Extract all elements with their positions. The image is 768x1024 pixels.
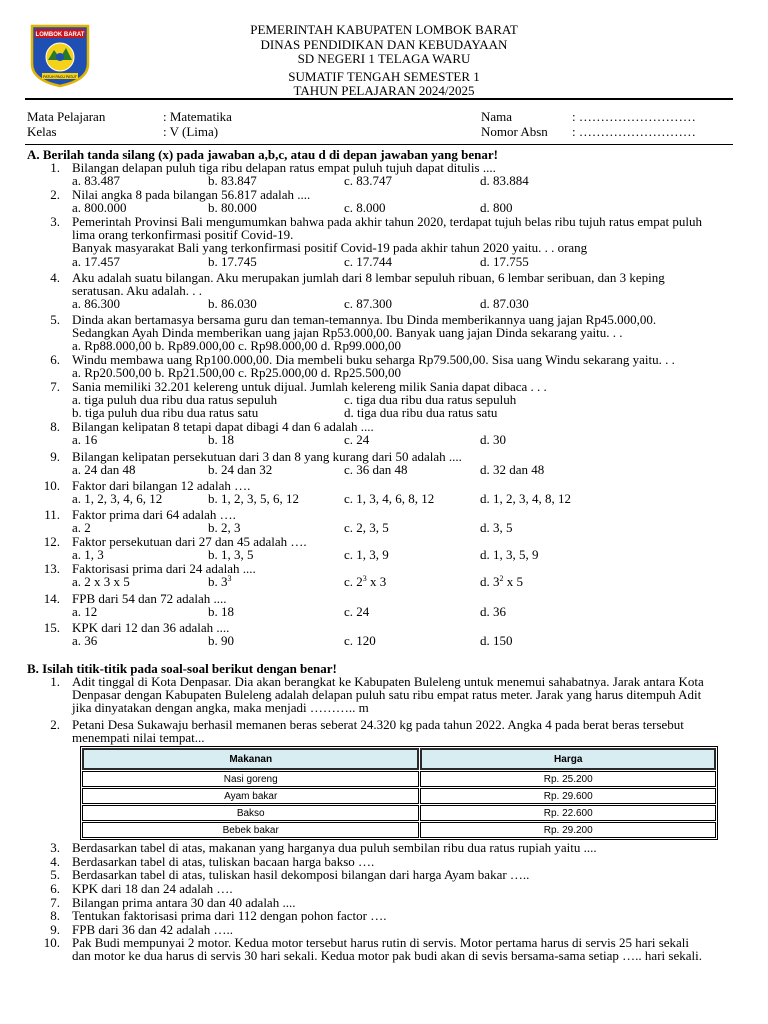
question-text: Faktorisasi prima dari 24 adalah .... [72, 561, 256, 576]
question-text: Aku adalah suatu bilangan. Aku merupakan jumlah dari 8 lembar sepuluh ribuan, 6 lembar seribuan, dan 3 keping [72, 270, 665, 285]
answer-option-a: a. 16 [72, 432, 98, 448]
question-number: 6. [50, 881, 60, 896]
answer-options: a. Rp88.000,00 b. Rp89.000,00 c. Rp98.000,00 d. Rp99.000,00 [72, 338, 401, 354]
mapel-label: Mata Pelajaran [27, 109, 106, 124]
answer-option-c: c. 17.744 [344, 253, 393, 269]
question-number: 6. [50, 352, 60, 367]
table-header-harga: Harga [420, 748, 716, 770]
question-text: Berdasarkan tabel di atas, tuliskan bacaan harga bakso …. [72, 854, 375, 869]
price-table [80, 746, 718, 840]
question-number: 3. [50, 840, 60, 855]
answer-option-b: b. 24 dan 32 [208, 462, 273, 478]
question-number: 1. [50, 160, 60, 175]
question-number: 10. [43, 478, 60, 493]
answer-option-a: a. 36 [72, 633, 98, 649]
question-text: Faktor prima dari 64 adalah …. [72, 507, 236, 522]
question-number: 3. [50, 214, 60, 229]
question-number: 2. [50, 187, 60, 202]
answer-option-d: d. 800 [480, 200, 513, 216]
question-number: 14. [43, 591, 60, 606]
question-text: Sedangkan Ayah Dinda memberikan uang jajan Rp53.000,00. Banyak uang jajan Dinda sekarang yaitu. . . [72, 325, 623, 341]
nama-label: Nama [481, 109, 513, 124]
header-line-4: SUMATIF TENGAH SEMESTER 1 [288, 69, 480, 84]
kelas-value: : V (Lima) [163, 124, 219, 139]
table-cell: Bebek bakar [82, 822, 419, 838]
question-text: menempati nilai tempat... [72, 730, 205, 746]
answer-option-d: d. 3, 5 [480, 520, 513, 536]
option-base: b. 3 [208, 574, 228, 590]
answer-option-d: d. 17.755 [480, 253, 529, 269]
question-number: 7. [50, 895, 60, 910]
option-tail: x 5 [503, 574, 523, 590]
question-number: 2. [50, 717, 60, 732]
option-exponent: 2 [499, 574, 504, 584]
info-divider [25, 144, 733, 145]
question-text: FPB dari 36 dan 42 adalah ….. [72, 922, 234, 937]
answer-option-b: b. 86.030 [208, 296, 257, 312]
answer-option-d: d. 83.884 [480, 173, 529, 189]
answer-option-c: c. 1, 3, 4, 6, 8, 12 [344, 491, 435, 507]
answer-option-a: a. 800.000 [72, 200, 127, 216]
answer-option-b: b. 17.745 [208, 253, 257, 269]
question-text: Pak Budi mempunyai 2 motor. Kedua motor tersebut harus rutin di servis. Motor pertama harus di servis 25 hari sekali [72, 935, 690, 950]
question-number: 10. [43, 935, 60, 950]
header-line-2: DINAS PENDIDIKAN DAN KEBUDAYAAN [260, 37, 508, 52]
header-line-5: TAHUN PELAJARAN 2024/2025 [293, 83, 475, 98]
answer-option-b: b. 1, 3, 5 [208, 547, 254, 563]
question-text: Berdasarkan tabel di atas, makanan yang harganya dua puluh sembilan ribu dua ratus rupiah yaitu .... [72, 840, 597, 855]
answer-option-b [208, 575, 232, 588]
question-text: Berdasarkan tabel di atas, tuliskan hasil dekomposi bilangan dari harga Ayam bakar ….. [72, 867, 530, 882]
question-text: jika dinyatakan dengan angka, maka menjadi ……….. m [72, 700, 369, 716]
question-text: Bilangan prima antara 30 dan 40 adalah .... [72, 895, 296, 910]
answer-options: a. Rp20.500,00 b. Rp21.500,00 c. Rp25.000,00 d. Rp25.500,00 [72, 365, 401, 381]
question-text: Bilangan kelipatan persekutuan dari 3 dan 8 yang kurang dari 50 adalah .... [72, 449, 462, 464]
question-number: 4. [50, 270, 60, 285]
table-cell: Rp. 25.200 [420, 771, 716, 787]
answer-option-d: d. 36 [480, 604, 506, 620]
header-divider [25, 98, 733, 100]
answer-option-d: d. 32 dan 48 [480, 462, 545, 478]
answer-option-c [344, 575, 386, 588]
answer-option-a: a. 1, 3 [72, 547, 104, 563]
question-number: 12. [43, 534, 60, 549]
question-number: 5. [50, 312, 60, 327]
question-number: 9. [50, 922, 60, 937]
question-text: Petani Desa Sukawaju berhasil memanen beras seberat 24.320 kg pada tahun 2022. Angka 4 pada berat beras tersebut [72, 717, 684, 732]
logo-bottom-text: PATUH PACU PATUT [43, 75, 77, 79]
answer-option-a: a. 2 x 3 x 5 [72, 574, 130, 590]
answer-option-a: a. 83.487 [72, 173, 121, 189]
answer-option-a: a. 1, 2, 3, 4, 6, 12 [72, 491, 163, 507]
table-row [82, 805, 716, 821]
answer-option-a: a. 17.457 [72, 253, 121, 269]
question-text: Bilangan kelipatan 8 tetapi dapat dibagi 4 dan 6 adalah .... [72, 419, 374, 434]
question-text: Pemerintah Provinsi Bali mengumumkan bahwa pada akhir tahun 2020, terdapat tujuh belas ribu tujuh ratus empat puluh [72, 214, 703, 229]
answer-option-c: c. 2, 3, 5 [344, 520, 389, 536]
table-row [82, 771, 716, 787]
answer-option-d: d. 87.030 [480, 296, 529, 312]
option-tail: x 3 [366, 574, 387, 590]
answer-option-c: c. 24 [344, 432, 370, 448]
answer-option-d: d. 1, 3, 5, 9 [480, 547, 539, 563]
answer-option-d: d. 1, 2, 3, 4, 8, 12 [480, 491, 571, 507]
answer-option-b: b. 80.000 [208, 200, 257, 216]
answer-option-c: c. 83.747 [344, 173, 393, 189]
table-cell: Ayam bakar [82, 788, 419, 804]
question-text: Adit tinggal di Kota Denpasar. Dia akan berangkat ke Kabupaten Buleleng untuk menemui sahabatnya. Jarak antara Kota [72, 674, 704, 689]
question-number: 7. [50, 379, 60, 394]
question-number: 13. [43, 561, 60, 576]
question-text: Faktor persekutuan dari 27 dan 45 adalah …. [72, 534, 307, 549]
section-b-title: B. Isilah titik-titik pada soal-soal berikut dengan benar! [27, 661, 337, 676]
question-text: Denpasar dengan Kabupaten Buleleng adalah delapan puluh satu ribu empat ratus meter. Jarak yang harus ditempuh Adit [72, 687, 702, 703]
option-base: d. 3 [480, 574, 500, 590]
answer-option-a: a. 2 [72, 520, 91, 536]
question-number: 15. [43, 620, 60, 635]
answer-option-a: a. 12 [72, 604, 98, 620]
section-a-title: A. Berilah tanda silang (x) pada jawaban a,b,c, atau d di depan jawaban yang benar! [27, 147, 498, 162]
answer-option-c: c. 24 [344, 604, 370, 620]
answer-option-b: b. 90 [208, 633, 234, 649]
answer-option: a. tiga puluh dua ribu dua ratus sepuluh [72, 392, 278, 408]
question-text: KPK dari 12 dan 36 adalah .... [72, 620, 230, 635]
answer-option-b: b. 18 [208, 604, 234, 620]
table-cell: Nasi goreng [82, 771, 419, 787]
nama-field[interactable]: : ……………………… [572, 109, 696, 124]
table-cell: Rp. 22.600 [420, 805, 716, 821]
absn-label: Nomor Absn [481, 124, 548, 139]
answer-option-b: b. 2, 3 [208, 520, 241, 536]
question-text: FPB dari 54 dan 72 adalah .... [72, 591, 227, 606]
answer-option-b: b. 18 [208, 432, 234, 448]
table-row [82, 788, 716, 804]
question-text: Tentukan faktorisasi prima dari 112 dengan pohon factor …. [72, 908, 387, 923]
question-text: seratusan. Aku adalah. . . [72, 283, 202, 299]
question-number: 9. [50, 449, 60, 464]
answer-option-c: c. 120 [344, 633, 376, 649]
question-number: 11. [44, 507, 60, 522]
question-text: Sania memiliki 32.201 kelereng untuk dijual. Jumlah kelereng milik Sania dapat dibaca . . . [72, 379, 547, 394]
question-text: Bilangan delapan puluh tiga ribu delapan ratus empat puluh tujuh dapat ditulis .... [72, 160, 496, 175]
answer-option: c. tiga dua ribu dua ratus sepuluh [344, 392, 517, 408]
mapel-value: : Matematika [163, 109, 232, 124]
question-text: Dinda akan bertamasya bersama guru dan teman-temannya. Ibu Dinda memberikannya uang jajan Rp45.000,00. [72, 312, 657, 327]
header-line-1: PEMERINTAH KABUPATEN LOMBOK BARAT [250, 22, 518, 37]
question-number: 8. [50, 419, 60, 434]
answer-option: d. tiga dua ribu dua ratus satu [344, 405, 498, 421]
question-number: 1. [50, 674, 60, 689]
table-cell: Bakso [82, 805, 419, 821]
question-text: lima orang terkonfirmasi positif Covid-19. [72, 227, 294, 243]
answer-option-c: c. 8.000 [344, 200, 386, 216]
question-text: Windu membawa uang Rp100.000,00. Dia membeli buku seharga Rp79.500,00. Sisa uang Windu sekarang yaitu. . . [72, 352, 675, 367]
option-exponent: 3 [362, 574, 367, 584]
option-exponent: 3 [227, 574, 232, 584]
table-cell: Rp. 29.200 [420, 822, 716, 838]
answer-option-b: b. 83.847 [208, 173, 257, 189]
table-cell: Rp. 29.600 [420, 788, 716, 804]
answer-option-a: a. 24 dan 48 [72, 462, 136, 478]
question-number: 5. [50, 867, 60, 882]
answer-option-c: c. 36 dan 48 [344, 462, 408, 478]
question-text: dan motor ke dua harus di servis 30 hari sekali. Kedua motor pak budi akan di sevis bersama-sama setiap ….. hari sekali. [72, 948, 702, 964]
question-text: Banyak masyarakat Bali yang terkonfirmasi positif Covid-19 pada akhir tahun 2020 yaitu. . . orang [72, 240, 588, 256]
question-number: 8. [50, 908, 60, 923]
table-row [82, 822, 716, 838]
answer-option: b. tiga puluh dua ribu dua ratus satu [72, 405, 259, 421]
table-header-makanan: Makanan [82, 748, 419, 770]
question-text: Nilai angka 8 pada bilangan 56.817 adalah .... [72, 187, 311, 202]
answer-option-d: d. 150 [480, 633, 513, 649]
answer-option-c: c. 87.300 [344, 296, 393, 312]
logo-top-text: LOMBOK BARAT [35, 32, 85, 38]
question-text: KPK dari 18 dan 24 adalah …. [72, 881, 233, 896]
answer-option-d [480, 575, 523, 588]
answer-option-a: a. 86.300 [72, 296, 121, 312]
kelas-label: Kelas [27, 124, 57, 139]
answer-option-c: c. 1, 3, 9 [344, 547, 389, 563]
question-text: Faktor dari bilangan 12 adalah …. [72, 478, 251, 493]
question-number: 4. [50, 854, 60, 869]
answer-option-b: b. 1, 2, 3, 5, 6, 12 [208, 491, 299, 507]
option-base: c. 2 [344, 574, 363, 590]
absn-field[interactable]: : ……………………… [572, 124, 696, 139]
answer-option-d: d. 30 [480, 432, 506, 448]
school-name: SD NEGERI 1 TELAGA WARU [297, 51, 471, 66]
